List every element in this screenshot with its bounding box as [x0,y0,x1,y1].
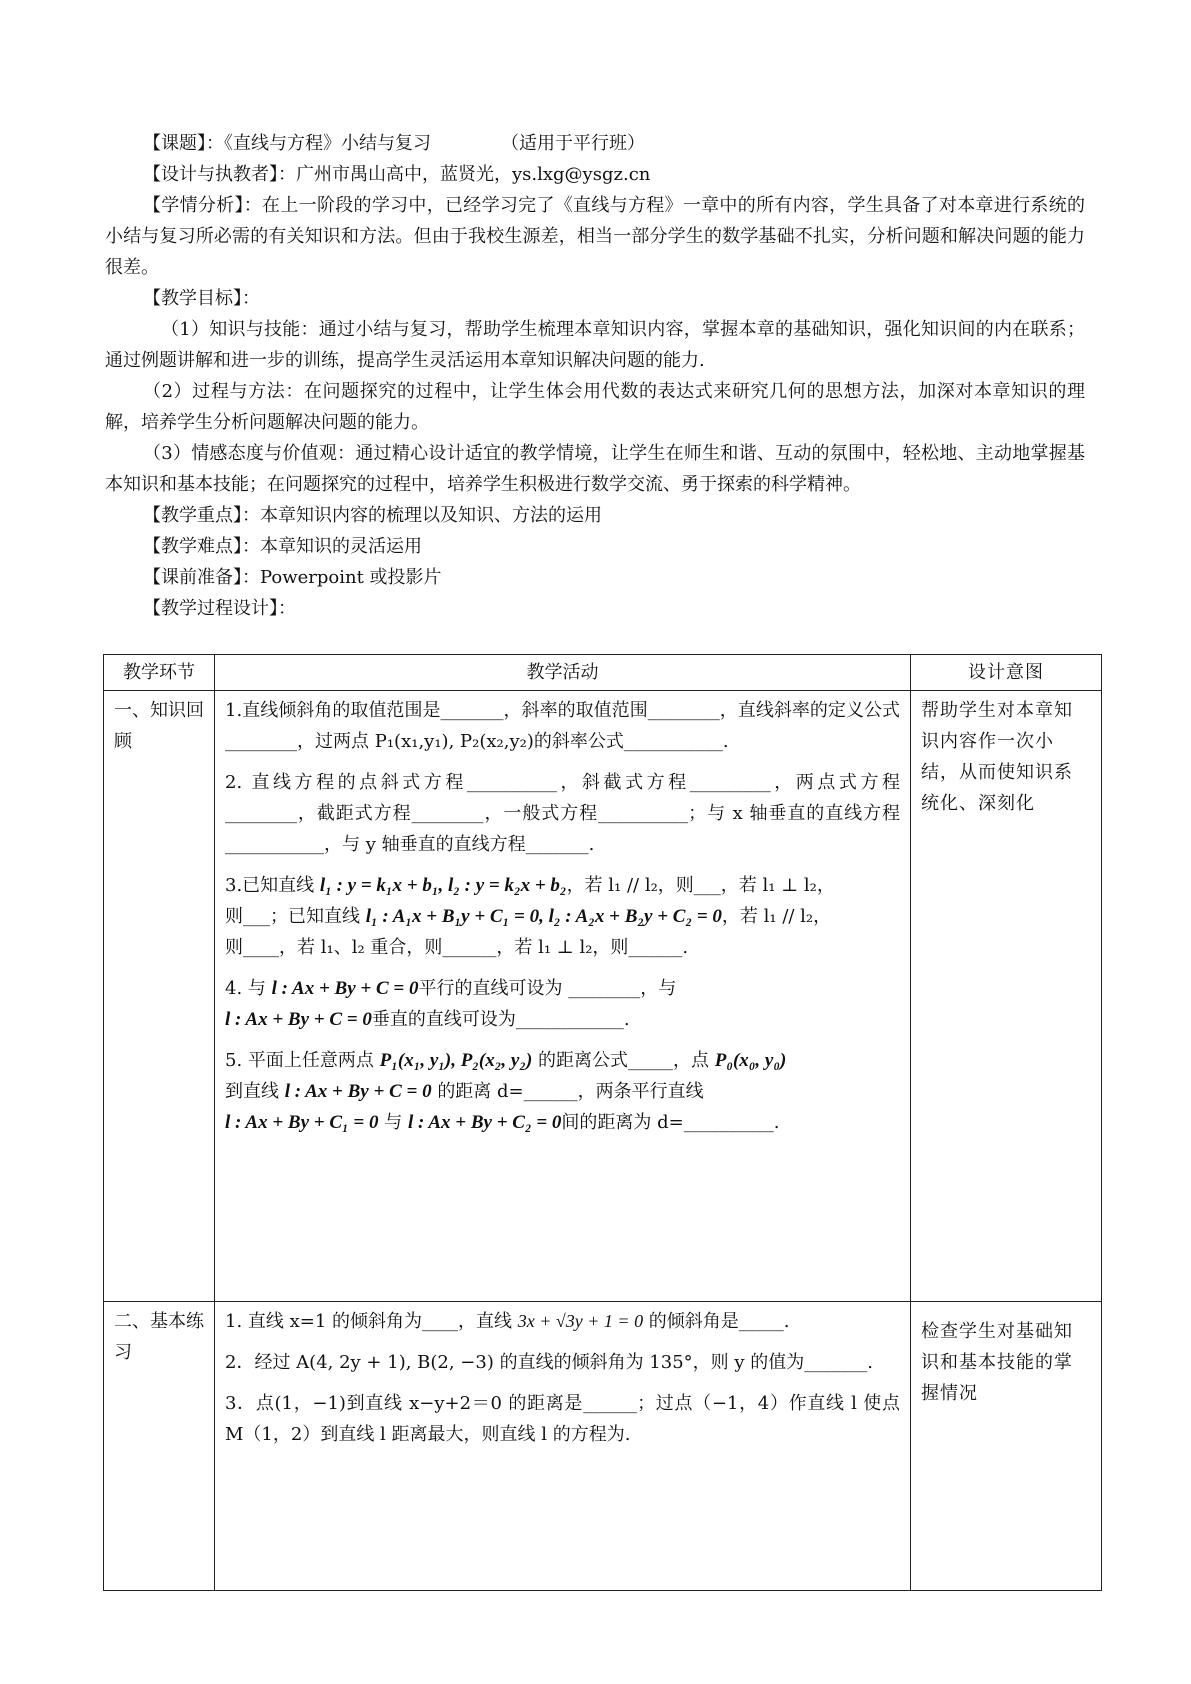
q4-text: 4. 与 [225,978,266,999]
topic-line [105,128,1085,159]
review-question-1: 1.直线倾斜角的取值范围是_______，斜率的取值范围________，直线斜率的定义公式________，过两点 P₁(x₁,y₁), P₂(x₂,y₂)的斜率公式___________. [225,700,900,752]
q5-text: 的距离 d=______，两条平行直线 [437,1081,704,1102]
q3-formula-1: l₁ : y = k₁x + b₁, l₂ : y = k₂x + b₂ [319,875,567,896]
goal-2: （2）过程与方法：在问题探究的过程中，让学生体会用代数的表达式来研究几何的思想方法，加深对本章知识的理解，培养学生分析问题解决问题的能力。 [105,381,1085,433]
q3-text: ，若 l₁ // l₂，则___，若 l₁ ⊥ l₂， [566,875,835,896]
review-question-3 [225,870,900,963]
q4-formula: l : Ax + By + C = 0 [225,1009,372,1030]
table-row [104,691,1102,1302]
table-row [104,1302,1102,1591]
preparation: 【课前准备】：Powerpoint 或投影片 [143,567,442,588]
q5-text: 间的距离为 d=__________. [561,1112,780,1133]
q5-text: 的距离公式_____，点 [538,1050,710,1071]
designer-line: 【设计与执教者】：广州市禺山高中，蓝贤光，ys.lxg@ysgz.cn [143,164,651,185]
q5-text: 5. 平面上任意两点 [225,1050,374,1071]
q5-formula-line: l : Ax + By + C = 0 [284,1081,432,1102]
activity-cell [215,1302,911,1591]
q3-text: 则___；已知直线 [225,906,360,927]
topic-note: （适用于平行班） [501,133,645,154]
lesson-header [105,128,1085,624]
intent-cell: 帮助学生对本章知识内容作一次小结，从而使知识系统化、深刻化 [911,691,1102,1302]
q3-formula-2: l₁ : A₁x + B₁y + C₁ = 0, l₂ : A₂x + B₂y + C₂ = 0 [365,906,722,927]
p1-text: 的倾斜角是_____. [648,1311,790,1332]
difficulty: 【教学难点】：本章知识的灵活运用 [143,536,422,557]
header-intent: 设计意图 [911,655,1102,691]
goals-title: 【教学目标】： [143,288,260,309]
key-point: 【教学重点】：本章知识内容的梳理以及知识、方法的运用 [143,505,602,526]
q3-text: 3.已知直线 [225,875,315,896]
review-question-2: 2. 直线方程的点斜式方程__________，斜截式方程_________，两点式方程________，截距式方程________，一般式方程__________；与 x 轴垂直的直线方程___________，与 y 轴垂直的直线方程_______. [225,772,900,855]
p1-formula: 3x + √3y + 1 = 0 [517,1311,644,1331]
process-table [103,654,1102,1591]
intent-cell: 检查学生对基础知识和基本技能的掌握情况 [911,1302,1102,1591]
q5-text: 与 [384,1112,403,1133]
practice-question-3: 3．点(1，−1)到直线 x−y+2＝0 的距离是______；过点（−1，4）作直线 l 使点 M（1，2）到直线 l 距离最大，则直线 l 的方程为. [225,1393,900,1445]
q5-formula-3: l : Ax + By + C₁ = 0 [225,1112,379,1133]
review-question-4 [225,973,900,1035]
q4-formula: l : Ax + By + C = 0 [271,978,419,999]
analysis-paragraph: 【学情分析】：在上一阶段的学习中，已经学习完了《直线与方程》一章中的所有内容，学生具备了对本章进行系统的小结与复习所必需的有关知识和方法。但由于我校生源差，相当一部分学生的数学基础不扎实，分析问题和解决问题的能力很差。 [105,195,1085,278]
p1-text: 1. 直线 x=1 的倾斜角为____，直线 [225,1311,513,1332]
table-header-row [104,655,1102,691]
practice-question-2: 2．经过 A(4, 2y + 1), B(2, −3) 的直线的倾斜角为 135°，则 y 的值为_______. [225,1352,873,1373]
q3-text: ，若 l₁ // l₂， [721,906,832,927]
q4-text: 平行的直线可设为 ________，与 [418,978,677,999]
q4-text: 垂直的直线可设为____________. [371,1009,630,1030]
practice-question-1 [225,1306,900,1337]
activity-cell [215,691,911,1302]
goal-1: （1）知识与技能：通过小结与复习，帮助学生梳理本章知识内容，掌握本章的基础知识，强化知识间的内在联系；通过例题讲解和进一步的训练，提高学生灵活运用本章知识解决问题的能力. [105,319,1085,371]
q5-text: 到直线 [225,1081,279,1102]
stage-cell: 一、知识回顾 [104,691,215,1302]
q5-formula-2: P₀(x₀, y₀) [714,1050,787,1071]
topic: 【课题】：《直线与方程》小结与复习 [143,133,431,154]
q5-formula-4: l : Ax + By + C₂ = 0 [407,1112,562,1133]
goal-3: （3）情感态度与价值观：通过精心设计适宜的教学情境，让学生在师生和谐、互动的氛围中，轻松地、主动地掌握基本知识和基本技能；在问题探究的过程中，培养学生积极进行数学交流、勇于探索的科学精神。 [105,443,1085,495]
q3-text: 则____，若 l₁、l₂ 重合，则______，若 l₁ ⊥ l₂，则______. [225,937,689,958]
process-title: 【教学过程设计】： [143,598,296,619]
stage-cell: 二、基本练习 [104,1302,215,1591]
header-activity: 教学活动 [215,655,911,691]
header-stage: 教学环节 [104,655,215,691]
q5-formula-1: P₁(x₁, y₁), P₂(x₂, y₂) [379,1050,533,1071]
review-question-5 [225,1045,900,1138]
